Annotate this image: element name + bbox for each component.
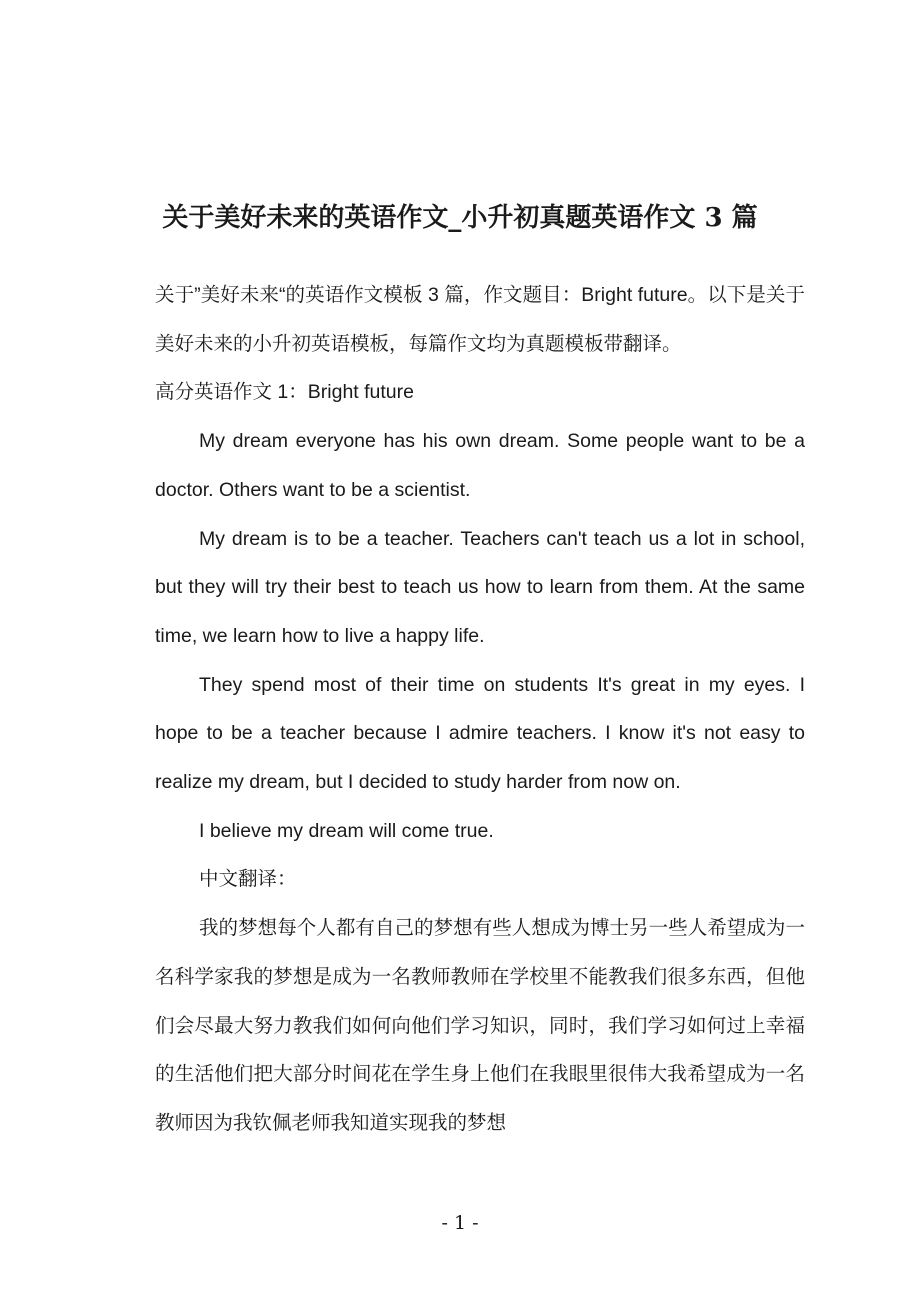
page-number: - 1 -: [441, 1212, 479, 1234]
document-title: 关于美好未来的英语作文_小升初真题英语作文 3 篇: [162, 203, 758, 233]
essay-paragraph: My dream is to be a teacher. Teachers can't teach us a lot in school, but they will try their best to teach us how to learn from them. At the same time, we learn how to live a happy life.: [155, 527, 805, 647]
document-body: [155, 271, 805, 1148]
essay-heading: 高分英语作文 1：Bright future: [155, 381, 414, 404]
essay-paragraph: My dream everyone has his own dream. Some people want to be a doctor. Others want to be a scientist.: [155, 430, 805, 501]
essay-paragraph: I believe my dream will come true.: [199, 819, 494, 842]
intro-paragraph: 关于”美好未来“的英语作文模板 3 篇，作文题目：Bright future。以下是关于美好未来的小升初英语模板，每篇作文均为真题模板带翻译。: [155, 284, 805, 355]
translation-paragraph: 我的梦想每个人都有自己的梦想有些人想成为博士另一些人希望成为一名科学家我的梦想是成为一名教师教师在学校里不能教我们很多东西，但他们会尽最大努力教我们如何向他们学习知识，同时，我们学习如何过上幸福的生活他们把大部分时间花在学生身上他们在我眼里很伟大我希望成为一名教师因为我钦佩老师我知道实现我的梦想: [155, 917, 805, 1134]
translation-heading: 中文翻译：: [199, 868, 297, 891]
essay-paragraph: They spend most of their time on students It's great in my eyes. I hope to be a teacher because I admire teachers. I know it's not easy to realize my dream, but I decided to study harder from now on.: [155, 673, 805, 794]
